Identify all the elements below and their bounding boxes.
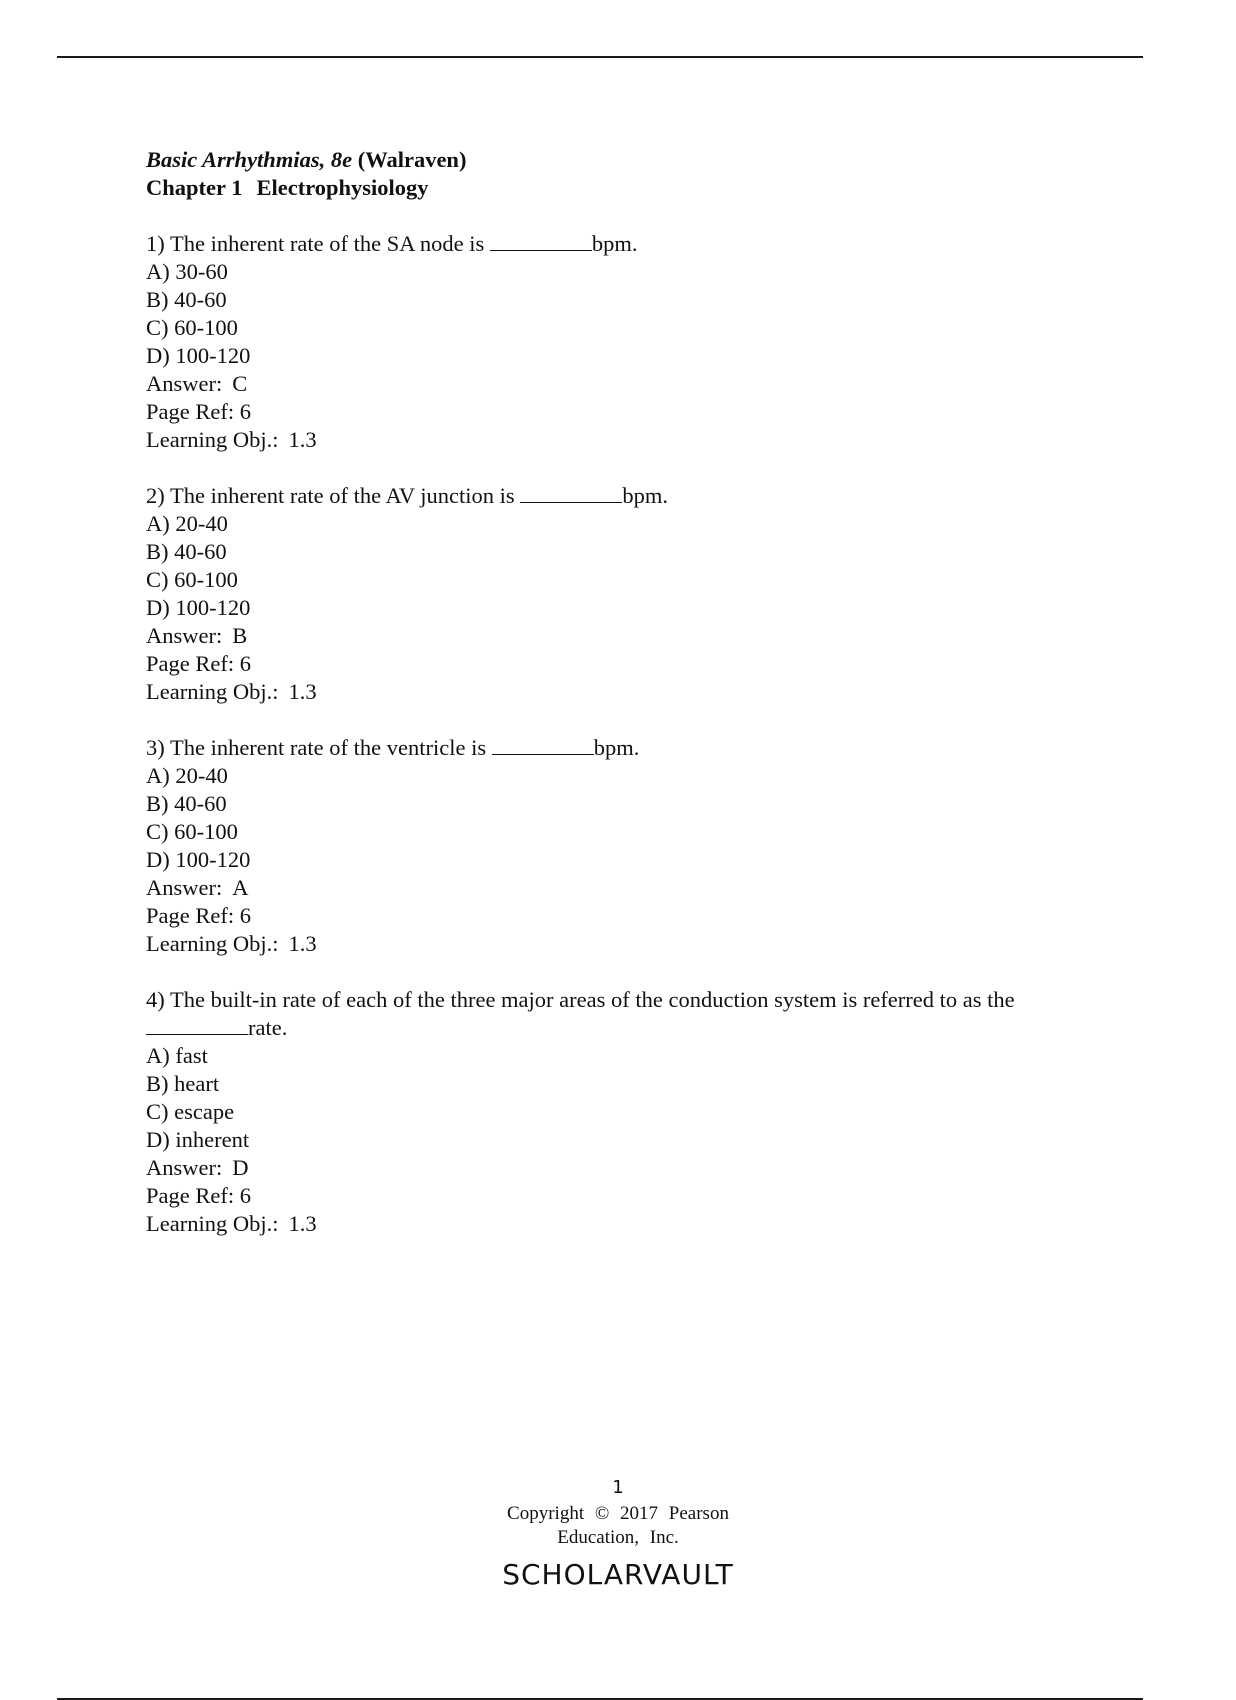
option-a: A) 20-40 — [146, 763, 228, 788]
option-d: D) inherent — [146, 1127, 250, 1152]
lo-value: 1.3 — [288, 427, 317, 452]
answer-line — [146, 622, 1106, 650]
copyright-notice — [0, 1502, 1236, 1550]
book-title: Basic Arrhythmias, 8e — [146, 147, 353, 172]
question-stem — [146, 230, 1106, 258]
stem-suffix: bpm. — [622, 483, 668, 508]
chapter-number: Chapter 1 — [146, 175, 243, 200]
copyright-line-2: Education, Inc. — [557, 1527, 679, 1548]
question-1 — [146, 230, 1106, 454]
lo-label: Learning Obj.: — [146, 679, 279, 704]
page-number: 1 — [612, 1477, 624, 1498]
option-b: B) 40-60 — [146, 539, 227, 564]
answer-value: C — [232, 371, 248, 396]
learning-objective — [146, 678, 1106, 706]
learning-objective — [146, 930, 1106, 958]
document-body — [146, 146, 1106, 1266]
stem-text: 1) The inherent rate of the SA node is — [146, 231, 490, 256]
answer-value: A — [232, 875, 249, 900]
option-c: C) 60-100 — [146, 567, 238, 592]
stem-suffix: bpm. — [593, 735, 640, 760]
option-c: C) 60-100 — [146, 315, 238, 340]
answer-line — [146, 874, 1106, 902]
book-author: (Walraven) — [357, 147, 467, 172]
chapter-title: Electrophysiology — [256, 175, 429, 200]
answer-label: Answer: — [146, 1155, 223, 1180]
answer-value: D — [232, 1155, 249, 1180]
answer-line — [146, 370, 1106, 398]
book-title-line — [146, 146, 1106, 174]
option-a: A) 20-40 — [146, 511, 228, 536]
fill-in-blank — [520, 483, 622, 503]
option-d: D) 100-120 — [146, 595, 251, 620]
stem-suffix: rate. — [248, 1015, 288, 1040]
fill-in-blank — [492, 735, 594, 755]
copyright-line-1: Copyright © 2017 Pearson — [507, 1503, 729, 1524]
lo-label: Learning Obj.: — [146, 427, 279, 452]
answer-label: Answer: — [146, 371, 223, 396]
stem-suffix: bpm. — [591, 231, 638, 256]
page-ref: Page Ref: 6 — [146, 399, 251, 424]
fill-in-blank — [490, 231, 592, 251]
option-b: B) 40-60 — [146, 287, 227, 312]
option-b: B) heart — [146, 1071, 220, 1096]
watermark-text: SCHOLARVAULT — [502, 1558, 734, 1591]
watermark-clip — [0, 1555, 1236, 1591]
stem-text: 3) The inherent rate of the ventricle is — [146, 735, 492, 760]
question-2 — [146, 482, 1106, 706]
page-ref: Page Ref: 6 — [146, 651, 251, 676]
lo-value: 1.3 — [288, 931, 317, 956]
lo-label: Learning Obj.: — [146, 1211, 279, 1236]
top-rule — [57, 56, 1143, 58]
option-b: B) 40-60 — [146, 791, 227, 816]
page-ref: Page Ref: 6 — [146, 903, 251, 928]
question-stem — [146, 482, 1106, 510]
question-stem — [146, 734, 1106, 762]
option-d: D) 100-120 — [146, 343, 251, 368]
lo-value: 1.3 — [288, 1211, 317, 1236]
option-a: A) fast — [146, 1043, 208, 1068]
question-stem: 4) The built-in rate of each of the three major areas of the conduction system is referred to as the — [146, 987, 1015, 1012]
option-a: A) 30-60 — [146, 259, 228, 284]
option-c: C) 60-100 — [146, 819, 238, 844]
lo-label: Learning Obj.: — [146, 931, 279, 956]
learning-objective — [146, 1210, 1106, 1238]
question-stem-continuation — [146, 1014, 1106, 1042]
answer-line — [146, 1154, 1106, 1182]
fill-in-blank — [146, 1015, 248, 1035]
learning-objective — [146, 426, 1106, 454]
lo-value: 1.3 — [288, 679, 317, 704]
option-c: C) escape — [146, 1099, 235, 1124]
chapter-heading — [146, 174, 1106, 202]
answer-value: B — [232, 623, 248, 648]
answer-label: Answer: — [146, 875, 223, 900]
question-4 — [146, 986, 1106, 1238]
option-d: D) 100-120 — [146, 847, 251, 872]
answer-label: Answer: — [146, 623, 223, 648]
stem-text: 2) The inherent rate of the AV junction is — [146, 483, 521, 508]
page-ref: Page Ref: 6 — [146, 1183, 251, 1208]
question-3 — [146, 734, 1106, 958]
